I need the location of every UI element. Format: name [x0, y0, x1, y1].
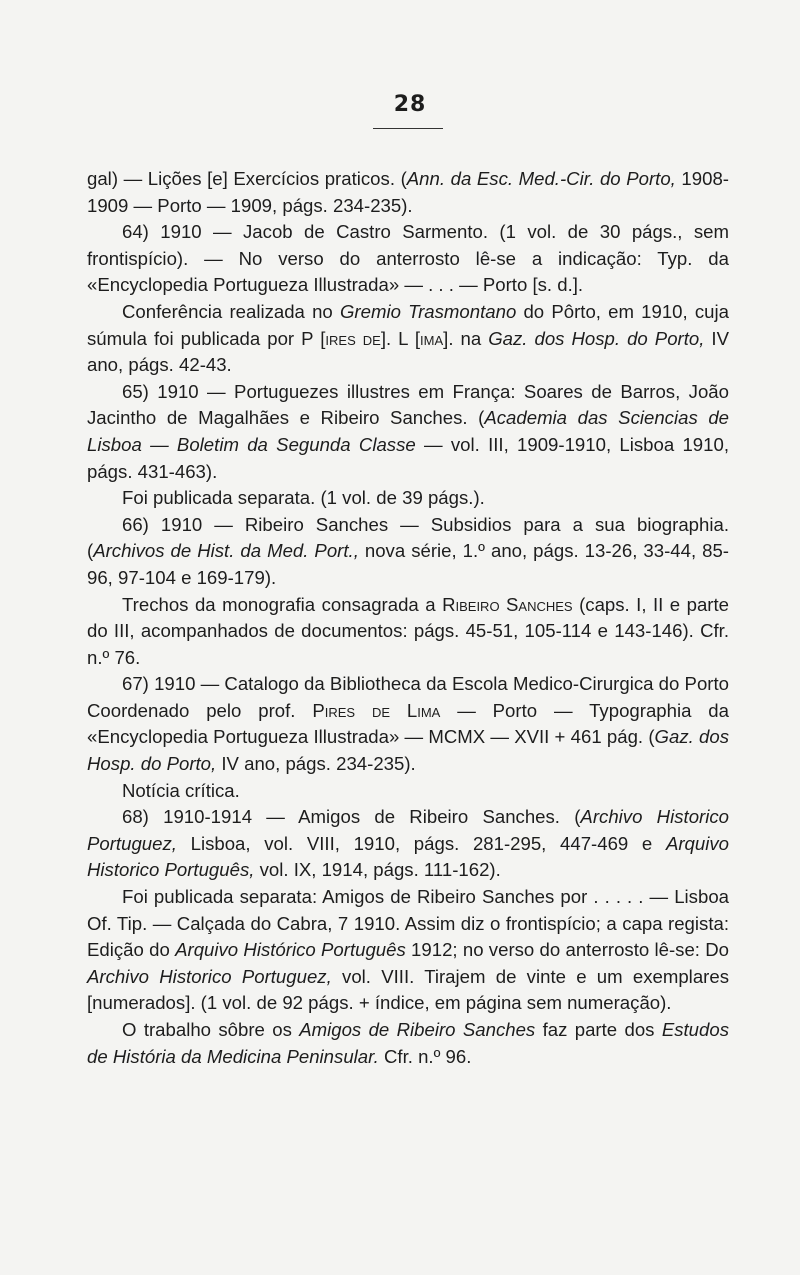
text-segment: Notícia crítica. — [122, 779, 240, 801]
italic-title: Amigos de Ribeiro Sanches — [299, 1019, 536, 1040]
text-segment: do Pôrto, em 1910, cuja súmula foi publicada por P — [87, 300, 729, 349]
text-segment: Trechos da monografia consagrada a — [122, 593, 443, 615]
header-rule — [373, 128, 443, 129]
italic-title: Arquivo Histórico Português — [175, 939, 406, 961]
paragraph — [87, 219, 729, 299]
italic-title: Archivos de Hist. da Med. Port., — [93, 540, 359, 562]
paragraph — [87, 512, 729, 592]
italic-title: Gaz. dos Hosp. do Porto, — [87, 726, 729, 775]
text-segment: 65) 1910 — Portuguezes illustres em França: Soares de Barros, João Jacintho de Magalhães e Ribeiro Sanches. ( — [87, 380, 729, 429]
small-caps-name: Pires de Lima — [312, 699, 441, 721]
paragraph — [87, 485, 729, 512]
page-number: 28 — [393, 92, 427, 117]
italic-title: Ann. da Esc. Med.-Cir. do Porto, — [406, 168, 676, 189]
paragraph — [87, 804, 729, 884]
body-text — [87, 166, 729, 1070]
small-caps-name: [ima] — [414, 327, 449, 349]
text-segment: 67) 1910 — Catalogo da Bibliotheca da Escola Medico-Cirurgica do Porto Coordenado pelo prof. — [87, 673, 729, 721]
italic-title: Academia das Sciencias de Lisboa — Boletim da Segunda Classe — [87, 407, 730, 455]
italic-title: Estudos de História da Medicina Peninsular. — [87, 1019, 729, 1067]
text-segment: (caps. I, II e parte do III, acompanhados de documentos: págs. 45-51, 105-114 e 143-146). Cfr. n.º 76. — [87, 593, 729, 668]
text-segment: faz parte dos — [535, 1019, 662, 1040]
paragraph — [87, 166, 729, 219]
text-segment: 64) 1910 — Jacob de Castro Sarmento. (1 vol. de 30 págs., sem frontispício). — No verso do anterrosto lê-se a indicação: Typ. da «Encyclopedia Portugueza Illustrada» — . . . — Porto [s. d.]. — [87, 221, 729, 296]
text-segment: vol. VIII. Tirajem de vinte e um exemplares [numerados]. (1 vol. de 92 págs. + índice, em página sem numeração). — [87, 965, 729, 1014]
text-segment: . L — [386, 327, 415, 349]
paragraph — [87, 884, 729, 1017]
text-segment: gal) — Lições [e] Exercícios praticos. ( — [87, 168, 407, 189]
paragraph — [87, 379, 729, 485]
text-segment: O trabalho sôbre os — [122, 1019, 300, 1040]
text-segment: IV ano, págs. 234-235). — [216, 753, 416, 775]
italic-title: Gaz. dos Hosp. do Porto, — [488, 327, 705, 349]
text-segment: 1912; no verso do anterrosto lê-se: Do — [405, 939, 730, 961]
italic-title: Archivo Historico Portuguez, — [87, 965, 332, 987]
text-segment: vol. IX, 1914, págs. 111-162). — [254, 859, 501, 881]
text-segment: nova série, 1.º ano, págs. 13-26, 33-44, 85-96, 97-104 e 169-179). — [87, 540, 729, 588]
italic-title: Arquivo Historico Português, — [87, 832, 729, 881]
text-segment: Foi publicada separata: Amigos de Ribeiro Sanches por . . . . . — Lisboa Of. Tip. — Calçada do Cabra, 7 1910. Assim diz o frontispício; a capa regista: Edição do — [87, 886, 729, 961]
text-segment: 1908-1909 — Porto — 1909, págs. 234-235). — [87, 168, 729, 216]
paragraph — [87, 592, 729, 672]
paragraph — [87, 1017, 729, 1070]
text-segment: Foi publicada separata. (1 vol. de 39 págs.). — [122, 487, 485, 509]
paragraph — [87, 778, 729, 805]
paragraph — [87, 671, 729, 777]
text-segment: — Porto — Typographia da «Encyclopedia Portugueza Illustrada» — MCMX — XVII + 461 pág. ( — [87, 699, 729, 748]
italic-title: Archivo Historico Portuguez, — [87, 806, 729, 854]
text-segment: Lisboa, vol. VIII, 1910, págs. 281-295, 447-469 e — [176, 832, 666, 854]
text-segment: 66) 1910 — Ribeiro Sanches — Subsidios para a sua biographia. ( — [87, 513, 729, 562]
text-segment: — vol. III, 1909-1910, Lisboa 1910, págs. 431-463). — [87, 433, 729, 482]
small-caps-name: Ribeiro Sanches — [442, 593, 573, 615]
small-caps-name: [ires de] — [320, 327, 386, 349]
italic-title: Gremio Trasmontano — [339, 300, 517, 322]
text-segment: . na — [448, 327, 489, 349]
text-segment: 68) 1910-1914 — Amigos de Ribeiro Sanches. ( — [122, 806, 581, 828]
text-segment: Cfr. n.º 96. — [378, 1045, 472, 1067]
paragraph — [87, 299, 729, 379]
text-segment: IV ano, págs. 42-43. — [87, 327, 729, 376]
text-segment: Conferência realizada no — [122, 300, 340, 322]
